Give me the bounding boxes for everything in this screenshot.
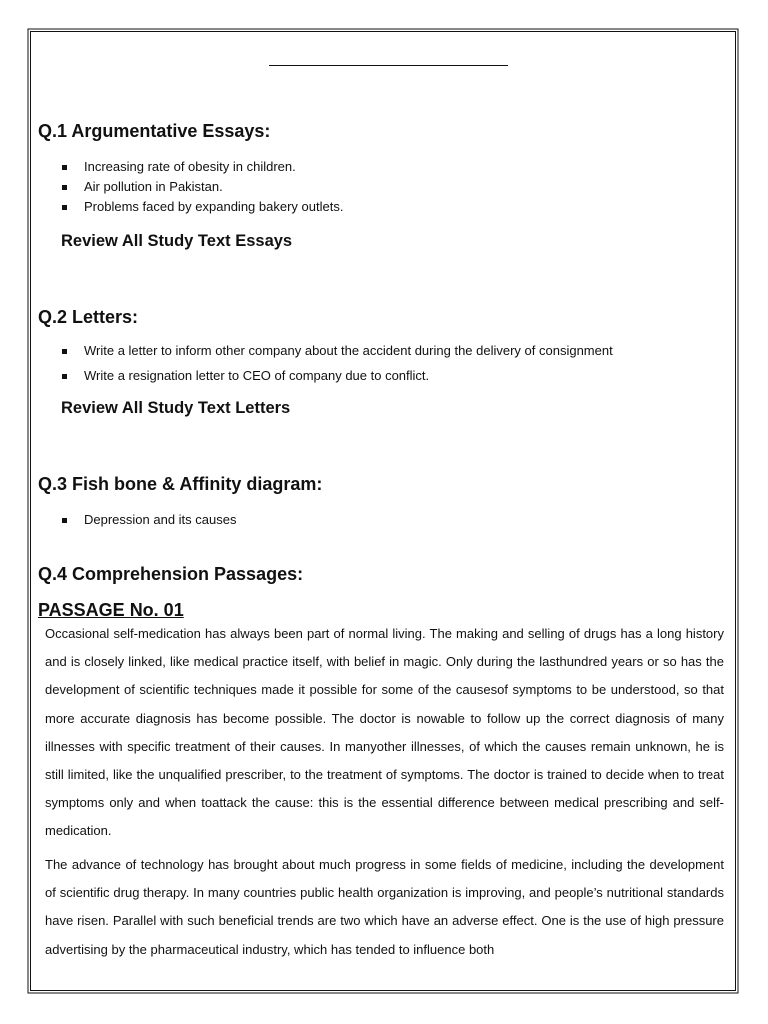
q2-list [62, 341, 613, 386]
list-item: Depression and its causes [62, 510, 236, 530]
list-item: Air pollution in Pakistan. [62, 177, 343, 197]
passage-title: PASSAGE No. 01 [38, 600, 184, 620]
q3-heading: Q.3 Fish bone & Affinity diagram: [38, 474, 323, 494]
q3-list [62, 510, 236, 530]
q4-heading: Q.4 Comprehension Passages: [38, 564, 304, 584]
list-item: Problems faced by expanding bakery outlets. [62, 197, 343, 217]
passage-paragraph: Occasional self-medication has always been part of normal living. The making and selling of drugs has a long history and is closely linked, like medical practice itself, with belief in magic. Only during the lasthundred years or so has the development of scientific techniques made it possible for some of the causesof symptoms to be understood, so that more accurate diagnosis has become possible. The doctor is nowable to follow up the correct diagnosis of many illnesses with specific treatment of their causes. In manyother illnesses, of which the causes remain unknown, he is still limited, like the unqualified prescriber, to the treatment of symptoms. The doctor is trained to decide when to treat symptoms only and when toattack the cause: this is the essential difference between medical prescribing and self-medication. [45, 626, 724, 839]
q2-heading: Q.2 Letters: [38, 307, 139, 327]
list-item: Write a resignation letter to CEO of company due to conflict. [62, 366, 613, 386]
list-item: Increasing rate of obesity in children. [62, 157, 343, 177]
list-item: Write a letter to inform other company about the accident during the delivery of consignment [62, 341, 613, 361]
q1-heading: Q.1 Argumentative Essays: [38, 121, 271, 141]
q2-review: Review All Study Text Letters [61, 399, 291, 417]
title-underline [269, 65, 508, 66]
q1-review: Review All Study Text Essays [61, 232, 293, 250]
passage-paragraph: The advance of technology has brought about much progress in some fields of medicine, including the development of scientific drug therapy. In many countries public health organization is improving, and people’s nutritional standards have risen. Parallel with such beneficial trends are two which have an adverse effect. One is the use of high pressure advertising by the pharmaceutical industry, which has tended to influence both [45, 857, 724, 957]
q1-list [62, 157, 343, 217]
